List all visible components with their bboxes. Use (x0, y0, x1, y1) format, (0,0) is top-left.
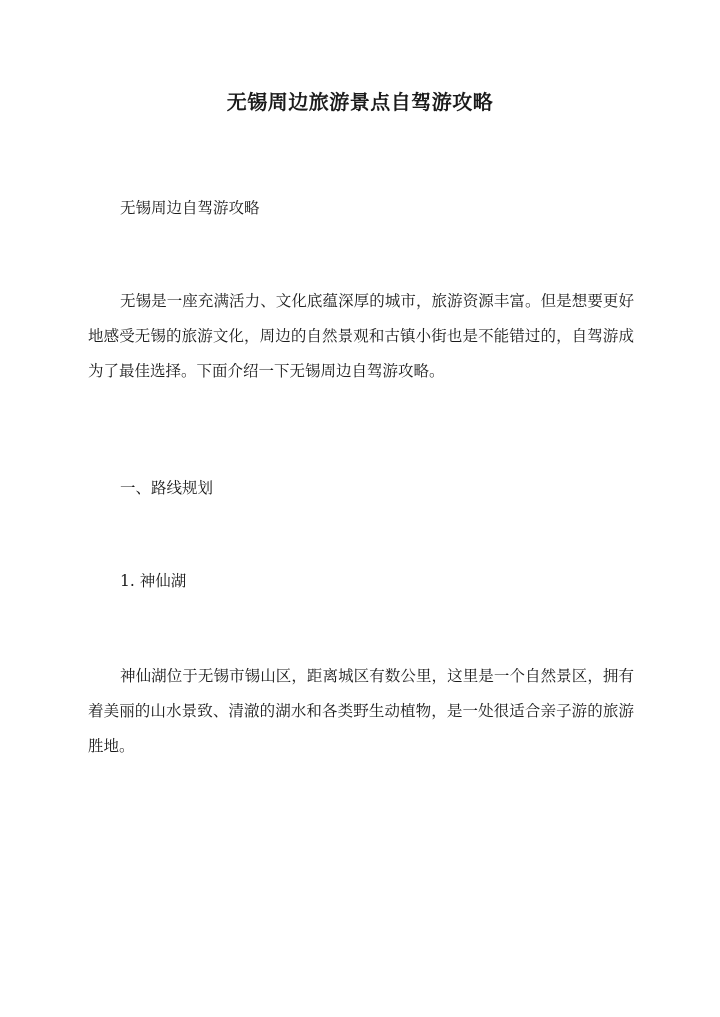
document-subtitle: 无锡周边自驾游攻略 (120, 199, 260, 217)
item-body-shenxian-lake: 神仙湖位于无锡市锡山区，距离城区有数公里，这里是一个自然景区，拥有着美丽的山水景致、清澈的湖水和各类野生动植物，是一处很适合亲子游的旅游胜地。 (88, 667, 634, 755)
item-heading-shenxian-lake: 1. 神仙湖 (120, 572, 187, 590)
section-heading-route-planning: 一、路线规划 (120, 479, 214, 497)
intro-paragraph: 无锡是一座充满活力、文化底蕴深厚的城市，旅游资源丰富。但是想要更好地感受无锡的旅游文化，周边的自然景观和古镇小街也是不能错过的，自驾游成为了最佳选择。下面介绍一下无锡周边自驾游攻略。 (88, 292, 634, 380)
document-title: 无锡周边旅游景点自驾游攻略 (226, 90, 494, 114)
